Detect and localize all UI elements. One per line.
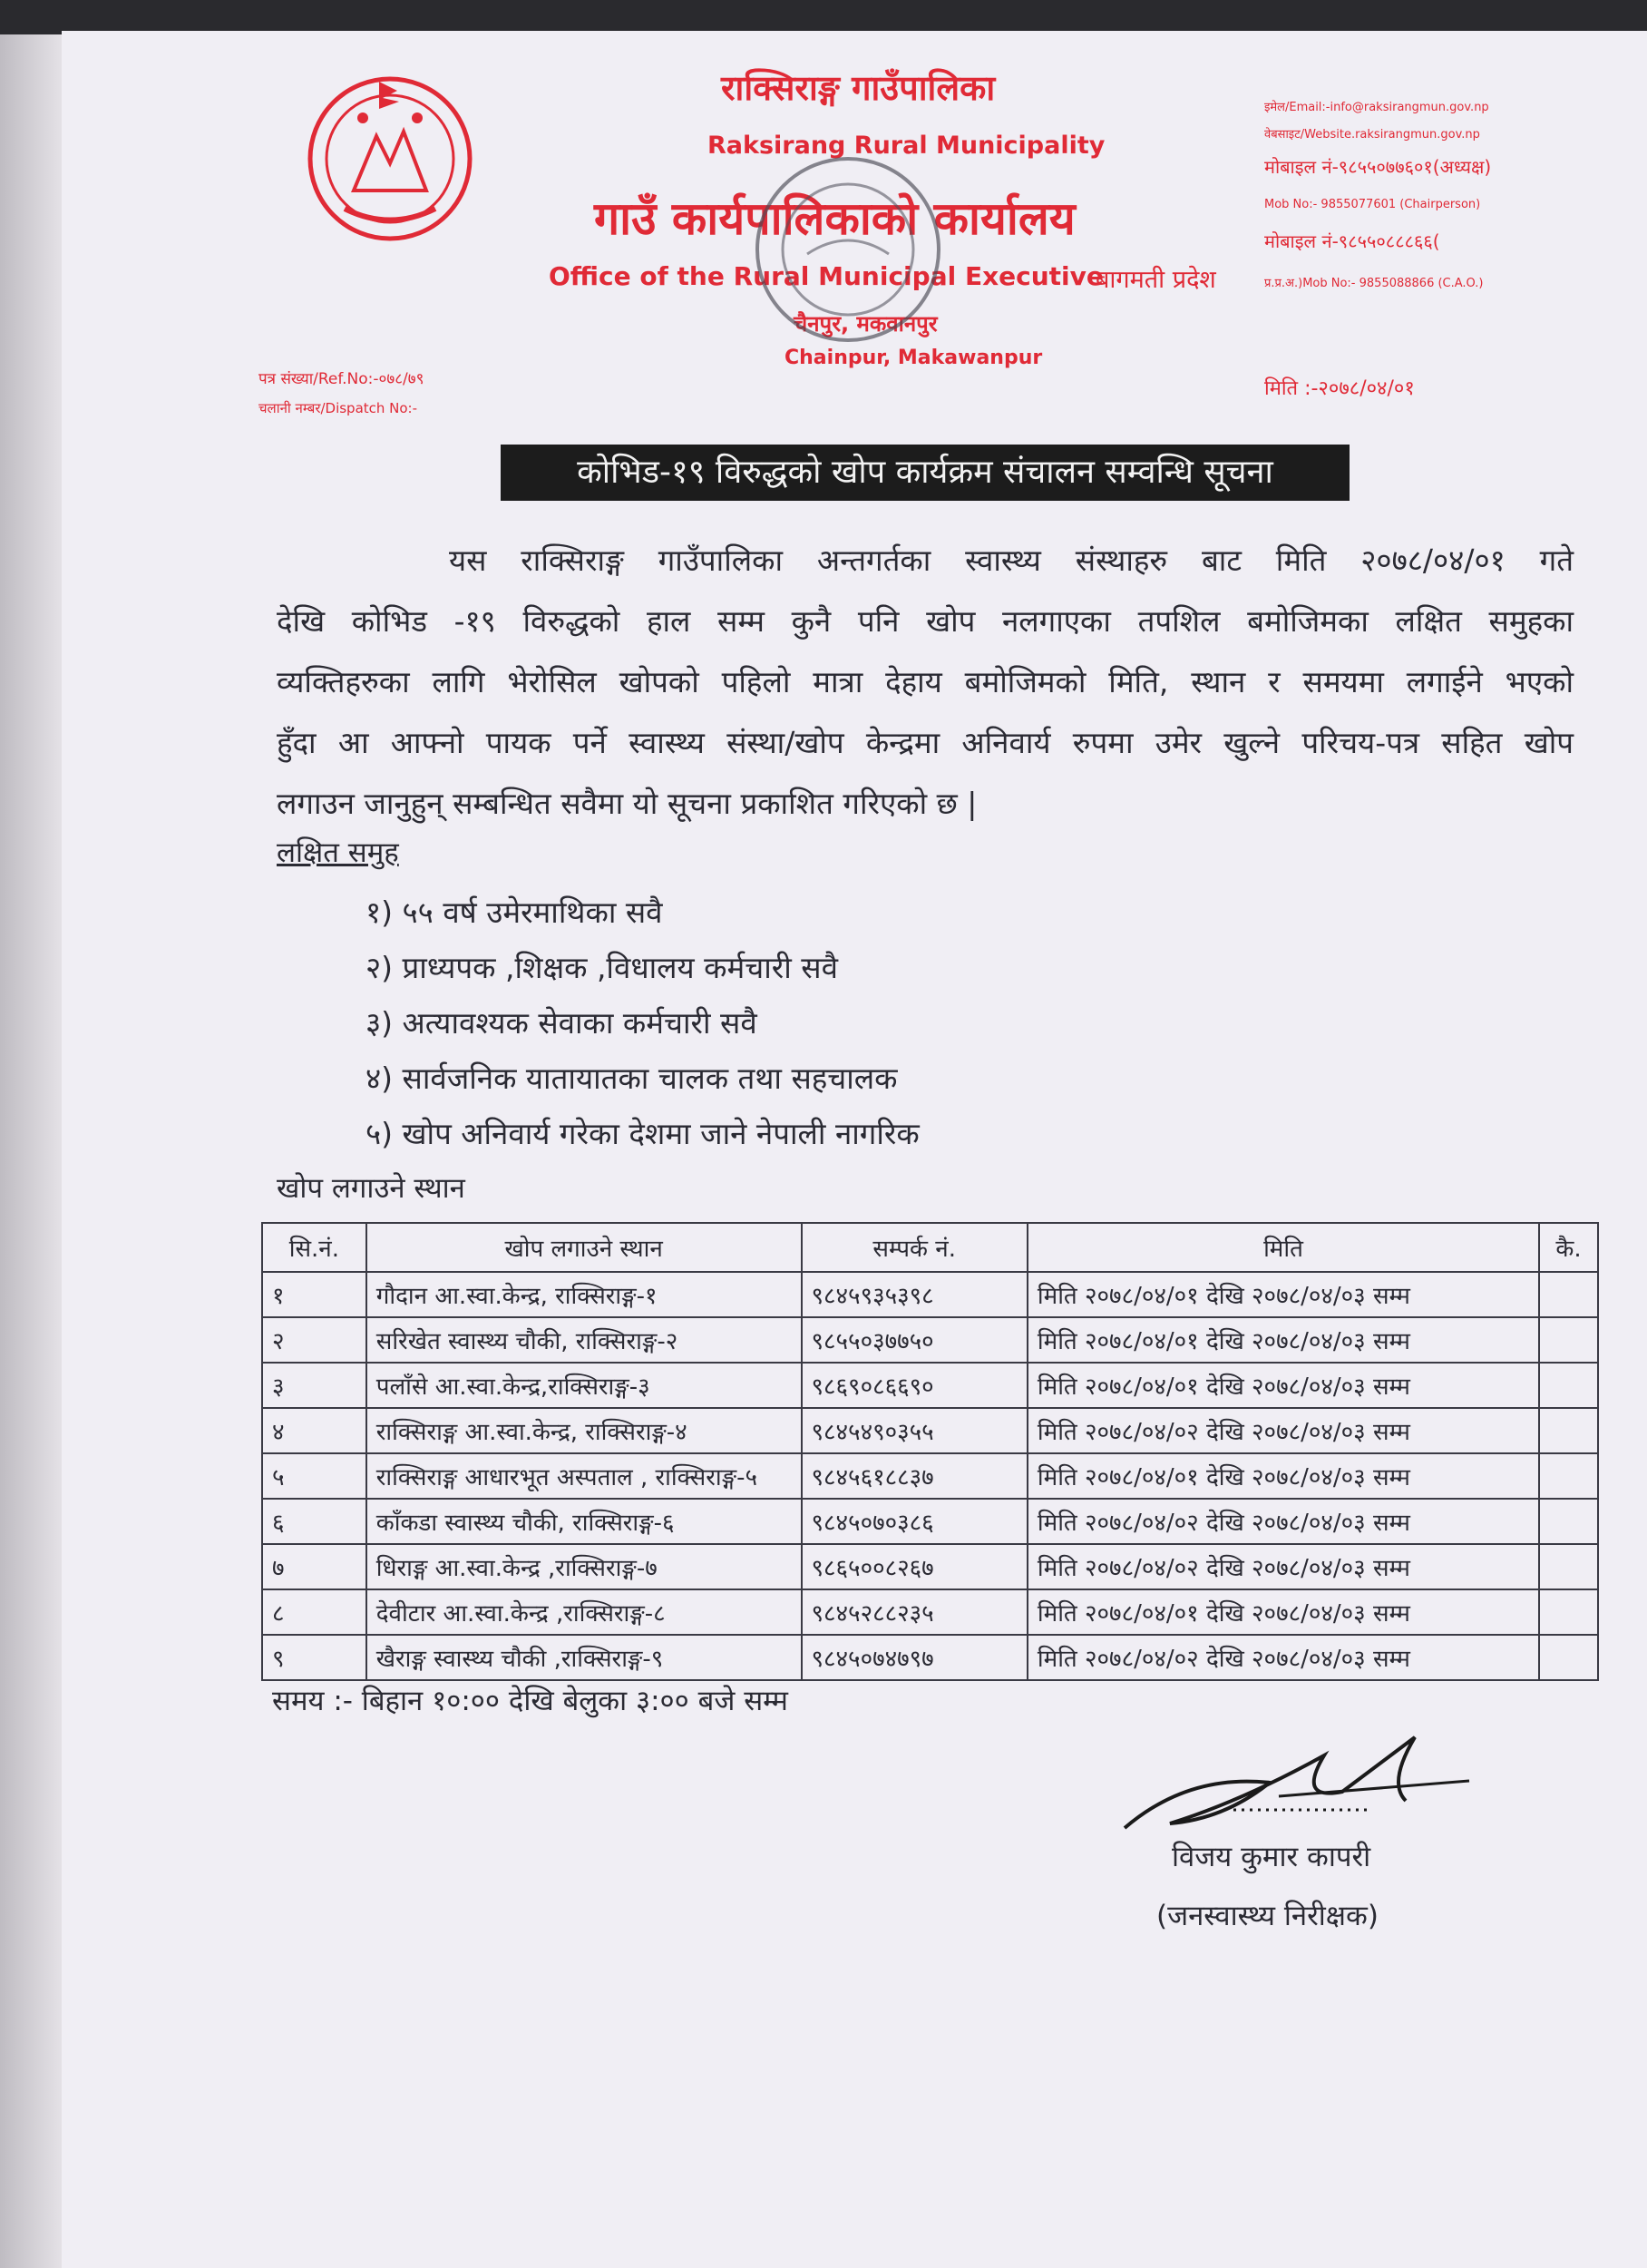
cell-remarks — [1539, 1589, 1598, 1635]
cell-contact: ९८४५०७४७९७ — [802, 1635, 1028, 1680]
target-group-item: १) ५५ वर्ष उमेरमाथिका सवै — [365, 894, 663, 930]
table-row — [262, 1453, 1598, 1499]
cell-location: देवीटार आ.स्वा.केन्द्र ,राक्सिराङ्ग-८ — [366, 1589, 802, 1635]
cell-remarks — [1539, 1408, 1598, 1453]
paragraph-line-1: यस राक्सिराङ्ग गाउँपालिका अन्तगर्तका स्वास्थ्य संस्थाहरु बाट मिति २०७८/०४/०१ गते — [449, 543, 1574, 578]
header-location: खोप लगाउने स्थान — [366, 1223, 802, 1272]
cell-location: खैराङ्ग स्वास्थ्य चौकी ,राक्सिराङ्ग-९ — [366, 1635, 802, 1680]
table-row — [262, 1408, 1598, 1453]
ref-number: पत्र संख्या/Ref.No:-०७८/७९ — [258, 370, 424, 388]
cell-date: मिति २०७८/०४/०१ देखि २०७८/०४/०३ सम्म — [1028, 1317, 1539, 1363]
cell-sn: ९ — [262, 1635, 366, 1680]
table-row — [262, 1363, 1598, 1408]
paragraph-line-2: देखि कोभिड -१९ विरुद्धको हाल सम्म कुनै पनि खोप नलगाएका तपशिल बमोजिमका लक्षित समुहका — [277, 603, 1574, 639]
contact-email: इमेल/Email:-info@raksirangmun.gov.np — [1264, 101, 1489, 114]
cell-remarks — [1539, 1317, 1598, 1363]
table-row — [262, 1635, 1598, 1680]
target-group-item: ३) अत्यावश्यक सेवाका कर्मचारी सवै — [365, 1005, 757, 1041]
dispatch-number: चलानी नम्बर/Dispatch No:- — [258, 400, 418, 416]
paragraph-line-3: व्यक्तिहरुका लागि भेरोसिल खोपको पहिलो मात्रा देहाय बमोजिमको मिति, स्थान र समयमा लगाईने भएको — [277, 664, 1574, 699]
nepal-emblem-icon — [299, 64, 481, 245]
cell-remarks — [1539, 1499, 1598, 1544]
letter-date: मिति :-२०७८/०४/०१ — [1264, 377, 1415, 400]
cell-remarks — [1539, 1453, 1598, 1499]
contact-website: वेबसाइट/Website.raksirangmun.gov.np — [1264, 128, 1480, 142]
signatory-name: विजय कुमार कापरी — [1172, 1841, 1371, 1873]
header-date: मिति — [1028, 1223, 1539, 1272]
vaccination-location-heading: खोप लगाउने स्थान — [277, 1172, 465, 1205]
cell-sn: ८ — [262, 1589, 366, 1635]
cell-location: राक्सिराङ्ग आधारभूत अस्पताल , राक्सिराङ्ग-५ — [366, 1453, 802, 1499]
cell-remarks — [1539, 1544, 1598, 1589]
municipality-name-en: Raksirang Rural Municipality — [707, 132, 1106, 160]
contact-mobile-cao-np: मोबाइल नं-९८५५०८८८६६( — [1264, 230, 1440, 252]
cell-location: काँकडा स्वास्थ्य चौकी, राक्सिराङ्ग-६ — [366, 1499, 802, 1544]
location-np: चैनपुर, मकवानपुर — [794, 311, 938, 337]
notice-title: कोभिड-१९ विरुद्धको खोप कार्यक्रम संचालन सम्वन्धि सूचना — [501, 445, 1350, 501]
cell-contact: ९८६५००८२६७ — [802, 1544, 1028, 1589]
cell-remarks — [1539, 1635, 1598, 1680]
signatory-designation: (जनस्वास्थ्य निरीक्षक) — [1156, 1900, 1379, 1932]
cell-contact: ९८६९०८६६९० — [802, 1363, 1028, 1408]
cell-sn: ३ — [262, 1363, 366, 1408]
cell-remarks — [1539, 1272, 1598, 1317]
cell-date: मिति २०७८/०४/०२ देखि २०७८/०४/०३ सम्म — [1028, 1544, 1539, 1589]
office-name-en: Office of the Rural Municipal Executive — [549, 261, 1104, 291]
contact-mobile-chair-en: Mob No:- 9855077601 (Chairperson) — [1264, 198, 1481, 211]
signature-icon — [1116, 1719, 1496, 1846]
cell-sn: ७ — [262, 1544, 366, 1589]
header-contact: सम्पर्क नं. — [802, 1223, 1028, 1272]
target-group-item: ४) सार्वजनिक यातायातका चालक तथा सहचालक — [365, 1061, 898, 1096]
scan-top-edge — [0, 0, 1647, 34]
cell-date: मिति २०७८/०४/०२ देखि २०७८/०४/०३ सम्म — [1028, 1499, 1539, 1544]
province-label: बागमती प्रदेश — [1096, 266, 1216, 294]
table-row — [262, 1272, 1598, 1317]
cell-contact: ९८५५०३७७५० — [802, 1317, 1028, 1363]
cell-contact: ९८४५४९०३५५ — [802, 1408, 1028, 1453]
table-row — [262, 1317, 1598, 1363]
cell-contact: ९८४५२८८२३५ — [802, 1589, 1028, 1635]
contact-mobile-cao-en: प्र.प्र.अ.)Mob No:- 9855088866 (C.A.O.) — [1264, 277, 1484, 290]
cell-location: धिराङ्ग आ.स्वा.केन्द्र ,राक्सिराङ्ग-७ — [366, 1544, 802, 1589]
cell-date: मिति २०७८/०४/०१ देखि २०७८/०४/०३ सम्म — [1028, 1589, 1539, 1635]
office-stamp-icon — [744, 145, 952, 354]
location-en: Chainpur, Makawanpur — [785, 347, 1043, 369]
vaccination-sites-table — [261, 1222, 1599, 1681]
cell-contact: ९८४५६१८८३७ — [802, 1453, 1028, 1499]
cell-sn: १ — [262, 1272, 366, 1317]
cell-sn: ६ — [262, 1499, 366, 1544]
cell-date: मिति २०७८/०४/०२ देखि २०७८/०४/०३ सम्म — [1028, 1408, 1539, 1453]
header-sn: सि.नं. — [262, 1223, 366, 1272]
header-remarks: कै. — [1539, 1223, 1598, 1272]
cell-location: राक्सिराङ्ग आ.स्वा.केन्द्र, राक्सिराङ्ग-४ — [366, 1408, 802, 1453]
office-name-np: गाउँ कार्यपालिकाको कार्यालय — [594, 192, 1076, 245]
cell-location: गौदान आ.स्वा.केन्द्र, राक्सिराङ्ग-१ — [366, 1272, 802, 1317]
cell-location: पलाँसे आ.स्वा.केन्द्र,राक्सिराङ्ग-३ — [366, 1363, 802, 1408]
table-row — [262, 1499, 1598, 1544]
paragraph-line-4: हुँदा आ आफ्नो पायक पर्ने स्वास्थ्य संस्था/खोप केन्द्रमा अनिवार्य रुपमा उमेर खुल्ने परिचय-पत्र सहित खोप — [277, 725, 1574, 760]
table-header-row — [262, 1223, 1598, 1272]
paragraph-line-5: लगाउन जानुहुन् सम्बन्धित सवैमा यो सूचना प्रकाशित गरिएको छ | — [277, 786, 978, 821]
target-group-item: ५) खोप अनिवार्य गरेका देशमा जाने नेपाली नागरिक — [365, 1116, 920, 1151]
contact-mobile-chair-np: मोबाइल नं-९८५५०७७६०१(अध्यक्ष) — [1264, 156, 1492, 178]
scan-left-edge — [0, 34, 62, 2268]
cell-date: मिति २०७८/०४/०१ देखि २०७८/०४/०३ सम्म — [1028, 1272, 1539, 1317]
municipality-name-np: राक्सिराङ्ग गाउँपालिका — [721, 68, 996, 108]
table-row — [262, 1589, 1598, 1635]
table-row — [262, 1544, 1598, 1589]
vaccination-time: समय :- बिहान १०:०० देखि बेलुका ३:०० बजे सम्म — [272, 1685, 788, 1717]
cell-contact: ९८४५९३५३९८ — [802, 1272, 1028, 1317]
cell-contact: ९८४५०७०३८६ — [802, 1499, 1028, 1544]
cell-remarks — [1539, 1363, 1598, 1408]
target-group-heading: लक्षित समुह — [277, 836, 399, 869]
cell-location: सरिखेत स्वास्थ्य चौकी, राक्सिराङ्ग-२ — [366, 1317, 802, 1363]
cell-sn: ५ — [262, 1453, 366, 1499]
cell-date: मिति २०७८/०४/०१ देखि २०७८/०४/०३ सम्म — [1028, 1363, 1539, 1408]
target-group-item: २) प्राध्यपक ,शिक्षक ,विधालय कर्मचारी सवै — [365, 950, 838, 985]
cell-sn: ४ — [262, 1408, 366, 1453]
cell-date: मिति २०७८/०४/०२ देखि २०७८/०४/०३ सम्म — [1028, 1635, 1539, 1680]
cell-sn: २ — [262, 1317, 366, 1363]
cell-date: मिति २०७८/०४/०१ देखि २०७८/०४/०३ सम्म — [1028, 1453, 1539, 1499]
